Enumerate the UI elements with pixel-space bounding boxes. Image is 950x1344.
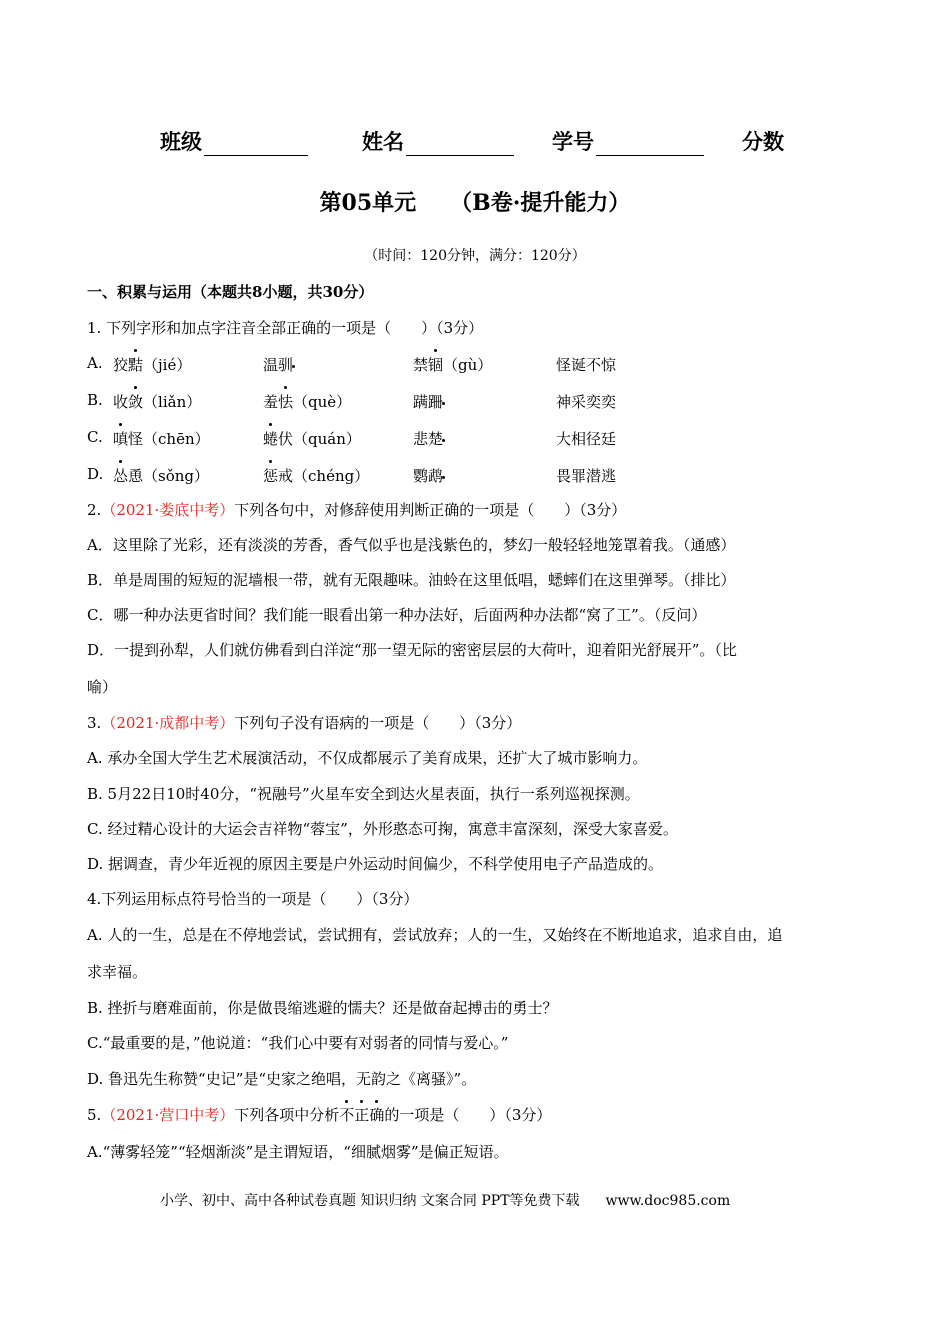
q1-option-row-b[interactable] xyxy=(87,391,847,413)
question-5-stem: 5.（2021·营口中考）下列各项中分析不正确的一项是（ ）（3分） xyxy=(87,1106,552,1124)
question-source: （2021·成都中考） xyxy=(101,714,235,732)
option-word-4: 怪诞不惊 xyxy=(556,356,617,374)
q4-option-d[interactable]: D. 鲁迅先生称赞“史记”是“史家之绝唱，无韵之《离骚》”。 xyxy=(87,1070,477,1088)
q4-option-a[interactable]: A. 人的一生，总是在不停地尝试，尝试拥有，尝试放弃；人的一生，又始终在不断地追求，追求自由，追 xyxy=(87,926,783,944)
q1-option-row-d[interactable] xyxy=(87,465,847,487)
question-source: （2021·娄底中考） xyxy=(101,501,235,519)
q5-option-a[interactable]: A.“薄雾轻笼”“轻烟渐淡”是主谓短语，“细腻烟雾”是偏正短语。 xyxy=(87,1143,509,1161)
option-word-1: 怂恿（sǒng） xyxy=(113,467,210,485)
q2-option-b[interactable]: B．单是周围的短短的泥墙根一带，就有无限趣味。油蛉在这里低唱，蟋蟀们在这里弹琴。（排比） xyxy=(87,571,736,589)
class-blank[interactable] xyxy=(204,133,308,156)
exam-time-info: （时间：120分钟，满分：120分） xyxy=(364,248,586,264)
option-word-1: 收敛（liǎn） xyxy=(113,393,202,411)
name-label: 姓名 xyxy=(362,129,404,154)
class-field[interactable] xyxy=(160,126,308,156)
option-word-3: 鹦鹉 xyxy=(413,467,444,485)
q1-option-row-a[interactable] xyxy=(87,354,847,376)
option-letter: C. xyxy=(87,428,103,446)
question-2-stem: 2.（2021·娄底中考）下列各句中，对修辞使用判断正确的一项是（ ）（3分） xyxy=(87,501,627,519)
option-letter: A. xyxy=(87,354,103,372)
option-word-1: 狡黠（jié） xyxy=(113,356,192,374)
student-id-label: 学号 xyxy=(552,129,594,154)
student-id-field[interactable] xyxy=(552,126,704,156)
q2-option-d[interactable]: D．一提到孙犁，人们就仿佛看到白洋淀“那一望无际的密密层层的大荷叶，迎着阳光舒展开”。（比 xyxy=(87,641,737,659)
footer-text: 小学、初中、高中各种试卷真题 知识归纳 文案合同 PPT等免费下载 xyxy=(160,1193,580,1209)
q3-option-d[interactable]: D. 据调查，青少年近视的原因主要是户外运动时间偏少，不科学使用电子产品造成的。 xyxy=(87,855,664,873)
q4-option-a-continued: 求幸福。 xyxy=(87,963,148,981)
question-3-stem: 3.（2021·成都中考）下列句子没有语病的一项是（ ）（3分） xyxy=(87,714,522,732)
unit-title: 第05单元 xyxy=(319,190,417,216)
q3-option-a[interactable]: A. 承办全国大学生艺术展演活动，不仅成都展示了美育成果，还扩大了城市影响力。 xyxy=(87,749,648,767)
question-4-stem: 4.下列运用标点符号恰当的一项是（ ）（3分） xyxy=(87,890,419,908)
option-word-2: 蜷伏（quán） xyxy=(263,430,361,448)
option-word-3: 禁锢（gù） xyxy=(413,356,493,374)
page-footer xyxy=(160,1190,730,1210)
class-label: 班级 xyxy=(160,129,202,154)
student-id-blank[interactable] xyxy=(596,133,704,156)
volume-title: （B卷·提升能力） xyxy=(450,190,631,216)
q4-option-b[interactable]: B. 挫折与磨难面前，你是做畏缩逃避的懦夫？还是做奋起搏击的勇士？ xyxy=(87,999,558,1017)
page-title xyxy=(0,186,950,217)
score-field xyxy=(742,126,784,156)
option-word-4: 神采奕奕 xyxy=(556,393,617,411)
q3-option-b[interactable]: B. 5月22日10时40分，“祝融号”火星车安全到达火星表面，执行一系列巡视探测。 xyxy=(87,785,640,803)
name-field[interactable] xyxy=(362,126,514,156)
option-word-3: 悲楚 xyxy=(413,430,444,448)
question-source: （2021·营口中考） xyxy=(101,1106,235,1124)
q2-option-a[interactable]: A．这里除了光彩，还有淡淡的芳香，香气似乎也是浅紫色的，梦幻一般轻轻地笼罩着我。（通感） xyxy=(87,536,736,554)
name-blank[interactable] xyxy=(406,133,514,156)
emphasis-dots: 不正确 xyxy=(339,1106,385,1124)
option-letter: B. xyxy=(87,391,103,409)
option-word-4: 畏罪潜逃 xyxy=(556,467,617,485)
option-word-2: 温驯 xyxy=(263,356,294,374)
option-word-2: 羞怯（què） xyxy=(263,393,352,411)
option-word-4: 大相径廷 xyxy=(556,430,617,448)
q1-option-row-c[interactable] xyxy=(87,428,847,450)
section-heading: 一、积累与运用（本题共8小题，共30分） xyxy=(87,283,374,301)
q2-option-c[interactable]: C．哪一种办法更省时间？我们能一眼看出第一种办法好，后面两种办法都“窝了工”。（反问） xyxy=(87,606,707,624)
option-word-2: 惩戒（chéng） xyxy=(263,467,370,485)
option-word-1: 嗔怪（chēn） xyxy=(113,430,210,448)
q2-option-d-continued: 喻） xyxy=(87,678,118,696)
footer-url[interactable]: www.doc985.com xyxy=(605,1193,731,1209)
question-1-stem: 1. 下列字形和加点字注音全部正确的一项是（ ）（3分） xyxy=(87,319,484,337)
score-label: 分数 xyxy=(742,129,784,154)
option-word-3: 蹒跚 xyxy=(413,393,444,411)
q3-option-c[interactable]: C. 经过精心设计的大运会吉祥物“蓉宝”，外形憨态可掬，寓意丰富深刻，深受大家喜爱。 xyxy=(87,820,678,838)
student-info-fields xyxy=(160,126,800,156)
q4-option-c[interactable]: C.“最重要的是，”他说道：“我们心中要有对弱者的同情与爱心。” xyxy=(87,1034,509,1052)
option-letter: D. xyxy=(87,465,104,483)
